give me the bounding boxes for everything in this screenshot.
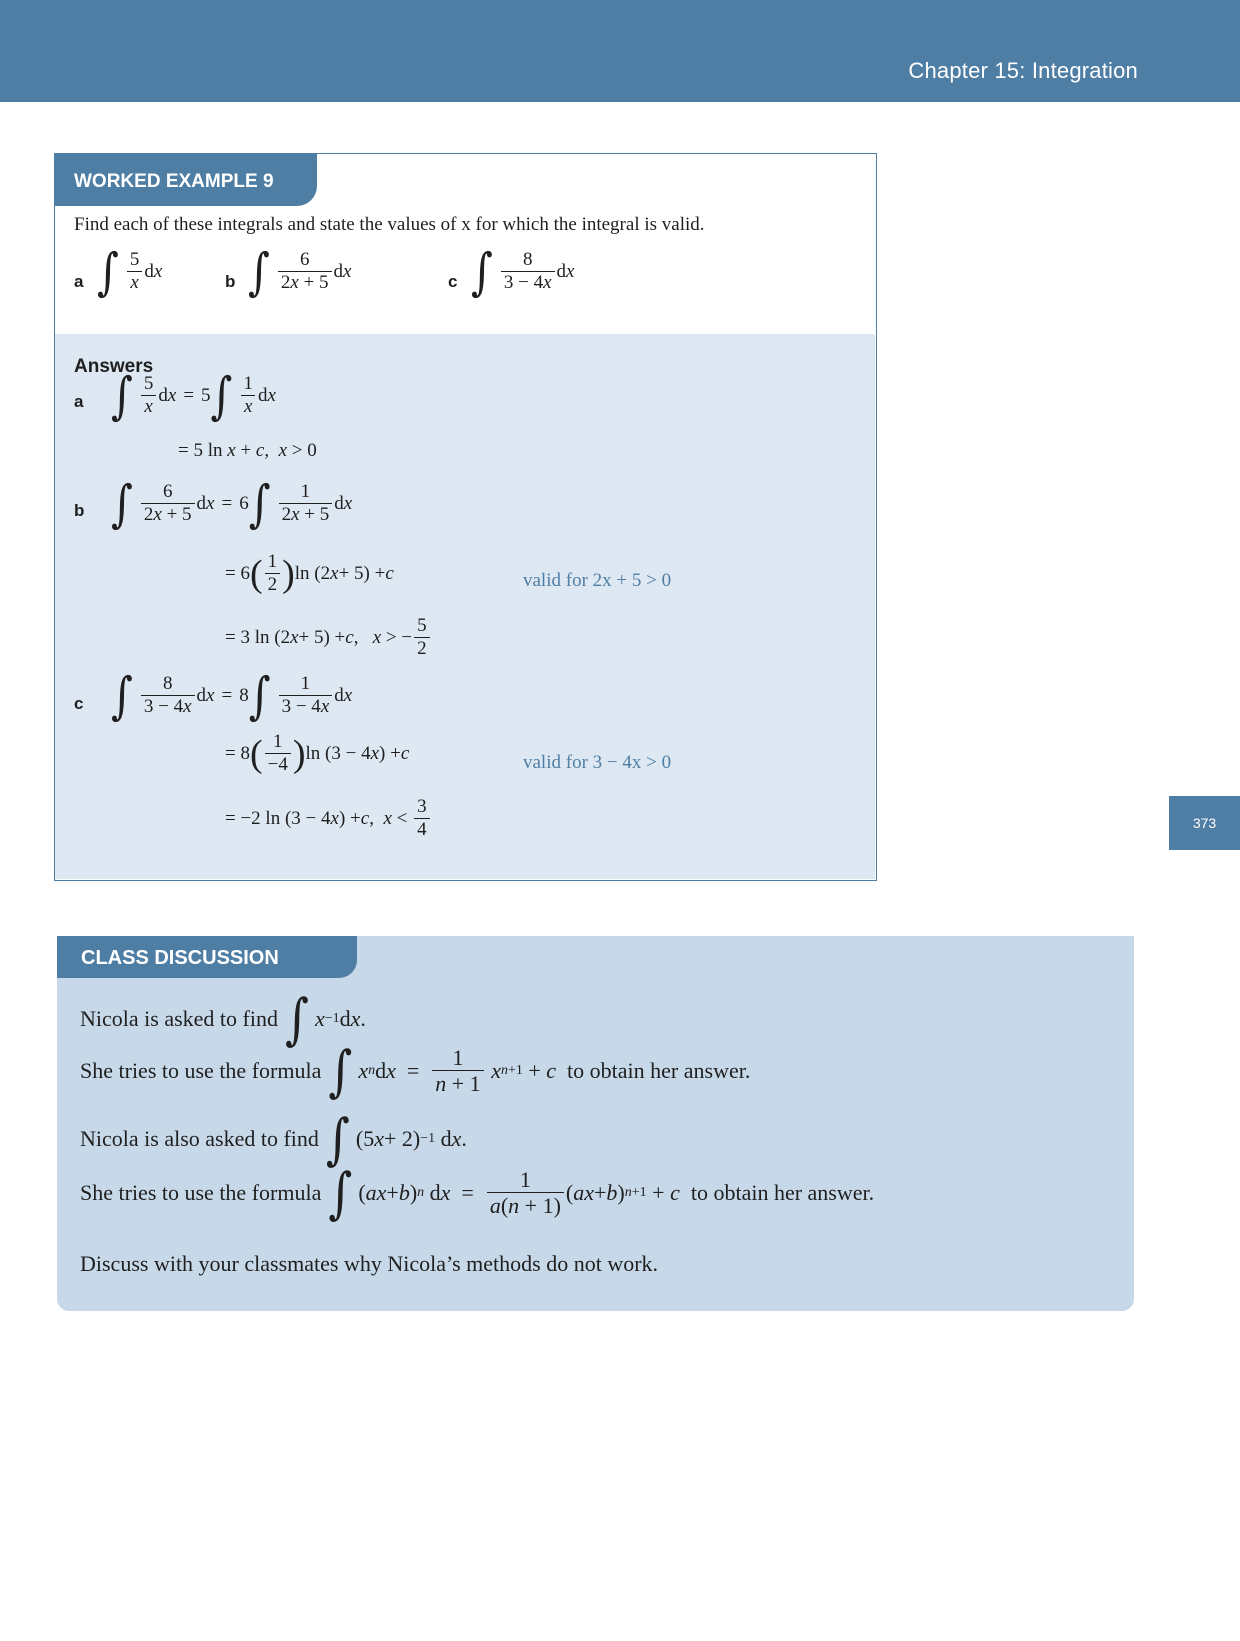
worked-example-question: Find each of these integrals and state the values of x for which the integral is valid. [74, 214, 705, 235]
question-a-integral: ∫ $\frac{5}{x}$ d x [97, 241, 163, 301]
part-c-label: c [448, 272, 458, 291]
answer-c-label: c [74, 694, 84, 713]
answer-b-validity-note: valid for 2x + 5 > 0 [523, 570, 672, 591]
answers-section [55, 334, 875, 879]
discussion-line-2-text: She tries to use the formula [80, 1058, 322, 1084]
discussion-line-3-text: Nicola is also asked to find [80, 1126, 319, 1151]
worked-example-box [54, 153, 877, 881]
answer-c-step3: = −2 ln (3 − 4 x ) + c , x < $\frac{3}{4}$ [225, 797, 432, 841]
part-a-label: a [74, 272, 84, 291]
discussion-line-5: Discuss with your classmates why Nicola’s methods do not work. [80, 1251, 659, 1276]
question-c-integral: ∫ $\frac{8}{3 - 4x}$ d x [471, 241, 575, 301]
answer-b-label: b [74, 501, 85, 520]
part-b-label: b [225, 272, 236, 291]
answers-heading: Answers [74, 356, 154, 377]
answer-b-step1: ∫ $\frac{6}{2x + 5}$ d x = 6 ∫ $\frac{1}{2x + 5}$ d x [111, 473, 353, 533]
answer-a-step1: ∫ $\frac{5}{x}$ d x = 5 ∫ $\frac{1}{x}$ d x [111, 365, 276, 425]
discussion-line-1: Nicola is asked to find ∫ x −1 d x . [80, 986, 366, 1052]
answer-c-step2: = 8 ( $\frac{1}{-4}$ ) ln (3 − 4 x ) + c [225, 731, 410, 775]
answer-a-step2: = 5 ln x + c , x > 0 [178, 440, 317, 461]
page-number: 373 [1169, 796, 1240, 850]
answer-b-step3: = 3 ln (2 x + 5) + c , x > − $\frac{5}{2}$ [225, 616, 432, 660]
class-discussion-box [57, 936, 1134, 1311]
chapter-title: Chapter 15: Integration [908, 58, 1138, 83]
answer-c-validity-note: valid for 3 − 4x > 0 [523, 752, 672, 773]
answer-a-label: a [74, 392, 84, 411]
discussion-line-4-text: She tries to use the formula [80, 1180, 322, 1206]
class-discussion-label: CLASS DISCUSSION [57, 936, 357, 978]
worked-example-label: WORKED EXAMPLE 9 [55, 154, 317, 206]
discussion-line-2: She tries to use the formula ∫ x n d x = $\frac{1}{n + 1}$ x n+1 + c to obtain her answer. [80, 1038, 751, 1104]
header-banner [0, 0, 1240, 102]
discussion-line-1-text: Nicola is asked to find [80, 1006, 278, 1031]
answer-c-step1: ∫ $\frac{8}{3 - 4x}$ d x = 8 ∫ $\frac{1}{3 - 4x}$ d x [111, 665, 353, 725]
discussion-line-4-post: to obtain her answer. [690, 1180, 875, 1206]
answer-b-step2: = 6 ( $\frac{1}{2}$ ) ln (2 x + 5) + c [225, 551, 394, 595]
discussion-line-4: She tries to use the formula ∫ ( ax + b ) n d x = $\frac{1}{a(n + 1)}$ ( ax + b ) n+1 + c to obtain her answer. [80, 1160, 875, 1226]
discussion-line-2-post: to obtain her answer. [567, 1058, 751, 1084]
question-b-integral: ∫ $\frac{6}{2x + 5}$ d x [248, 241, 352, 301]
discussion-line-3: Nicola is also asked to find ∫ (5 x + 2) −1 d x . [80, 1106, 467, 1172]
